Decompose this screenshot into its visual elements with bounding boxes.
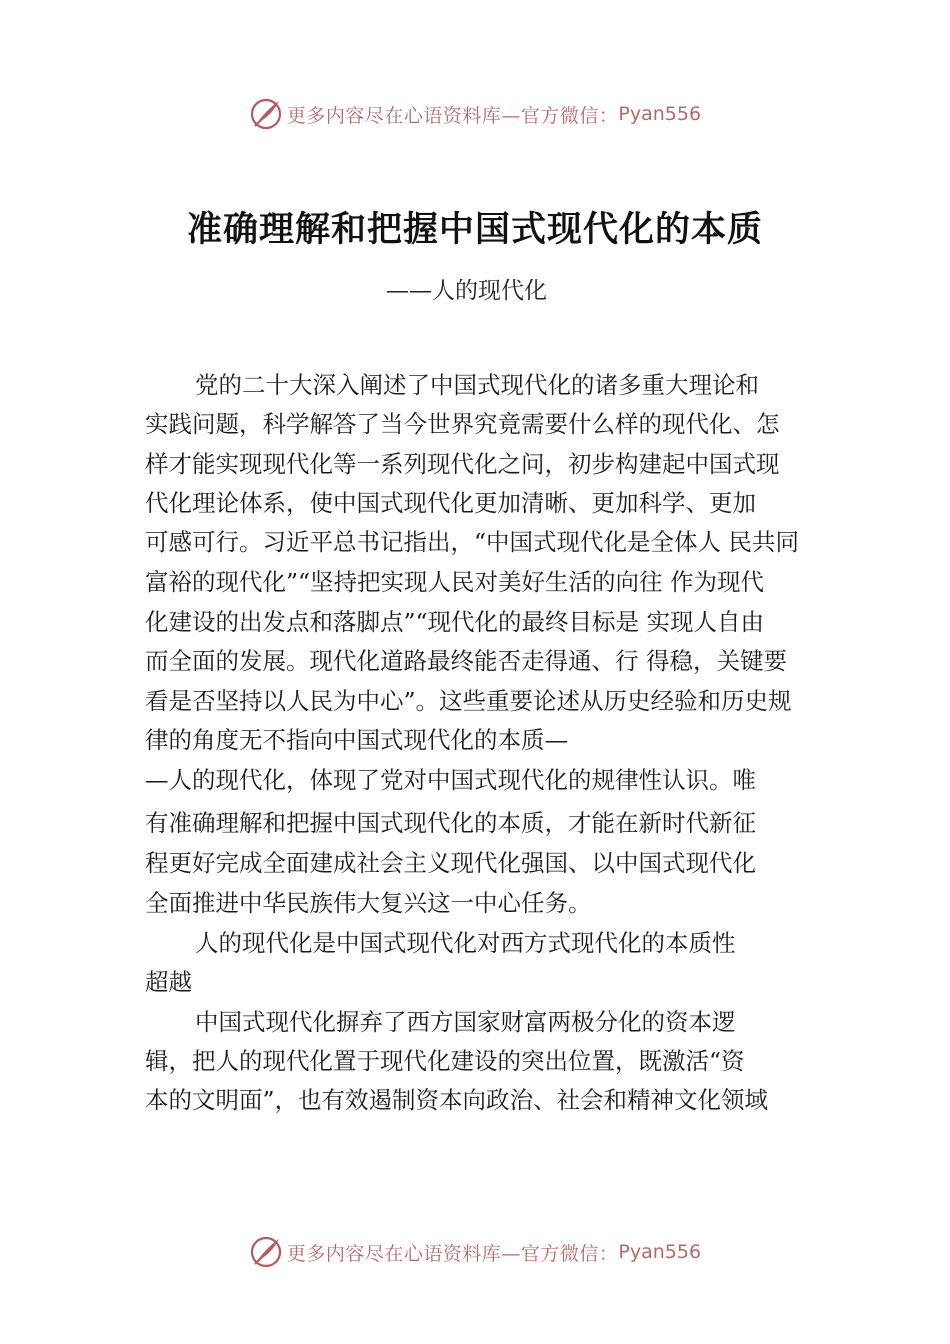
body-line: 而全面的发展。现代化道路最终能否走得通、行 得稳，关键要 bbox=[145, 647, 787, 675]
section-heading-line: 人的现代化是中国式现代化对西方式现代化的本质性 bbox=[195, 929, 736, 957]
body-line: 有准确理解和把握中国式现代化的本质，才能在新时代新征 bbox=[145, 809, 756, 837]
footer-banner bbox=[0, 1232, 950, 1272]
document-subtitle: ——人的现代化 bbox=[386, 278, 547, 304]
body-line: 律的角度无不指向中国式现代化的本质— bbox=[145, 726, 568, 754]
body-line: 全面推进中华民族伟大复兴这一中心任务。 bbox=[145, 889, 592, 917]
header-banner bbox=[0, 94, 950, 134]
body-line: 辑，把人的现代化置于现代化建设的突出位置，既激活“资 bbox=[145, 1047, 745, 1075]
wechat-id: Pyan556 bbox=[618, 1241, 702, 1263]
banner-text: 更多内容尽在心语资料库—官方微信： bbox=[286, 104, 619, 127]
quill-logo-icon bbox=[249, 97, 283, 131]
body-line: —人的现代化，体现了党对中国式现代化的规律性认识。唯 bbox=[145, 766, 756, 794]
section-heading-line: 超越 bbox=[145, 968, 192, 996]
body-line: 样才能实现现代化等一系列现代化之问，初步构建起中国式现 bbox=[145, 450, 780, 478]
body-line: 中国式现代化摒弃了西方国家财富两极分化的资本逻 bbox=[195, 1008, 736, 1036]
quill-logo-icon bbox=[249, 1235, 283, 1269]
body-line: 程更好完成全面建成社会主义现代化强国、以中国式现代化 bbox=[145, 849, 756, 877]
body-line: 本的文明面”，也有效遏制资本向政治、社会和精神文化领域 bbox=[145, 1086, 769, 1114]
body-line: 看是否坚持以人民为中心”。这些重要论述从历史经验和历史规 bbox=[145, 687, 792, 715]
document-title: 准确理解和把握中国式现代化的本质 bbox=[186, 209, 763, 250]
body-line: 代化理论体系，使中国式现代化更加清晰、更加科学、更加 bbox=[145, 489, 756, 517]
body-line: 实践问题，科学解答了当今世界究竟需要什么样的现代化、怎 bbox=[145, 410, 780, 438]
body-line: 党的二十大深入阐述了中国式现代化的诸多重大理论和 bbox=[195, 371, 759, 399]
wechat-id: Pyan556 bbox=[618, 103, 702, 125]
banner-text: 更多内容尽在心语资料库—官方微信： bbox=[286, 1242, 619, 1265]
body-line: 富裕的现代化”“坚持把实现人民对美好生活的向往 作为现代 bbox=[145, 568, 764, 596]
body-line: 化建设的出发点和落脚点”“现代化的最终目标是 实现人自由 bbox=[145, 608, 764, 636]
body-line: 可感可行。习近平总书记指出，“中国式现代化是全体人 民共同 bbox=[145, 528, 799, 556]
